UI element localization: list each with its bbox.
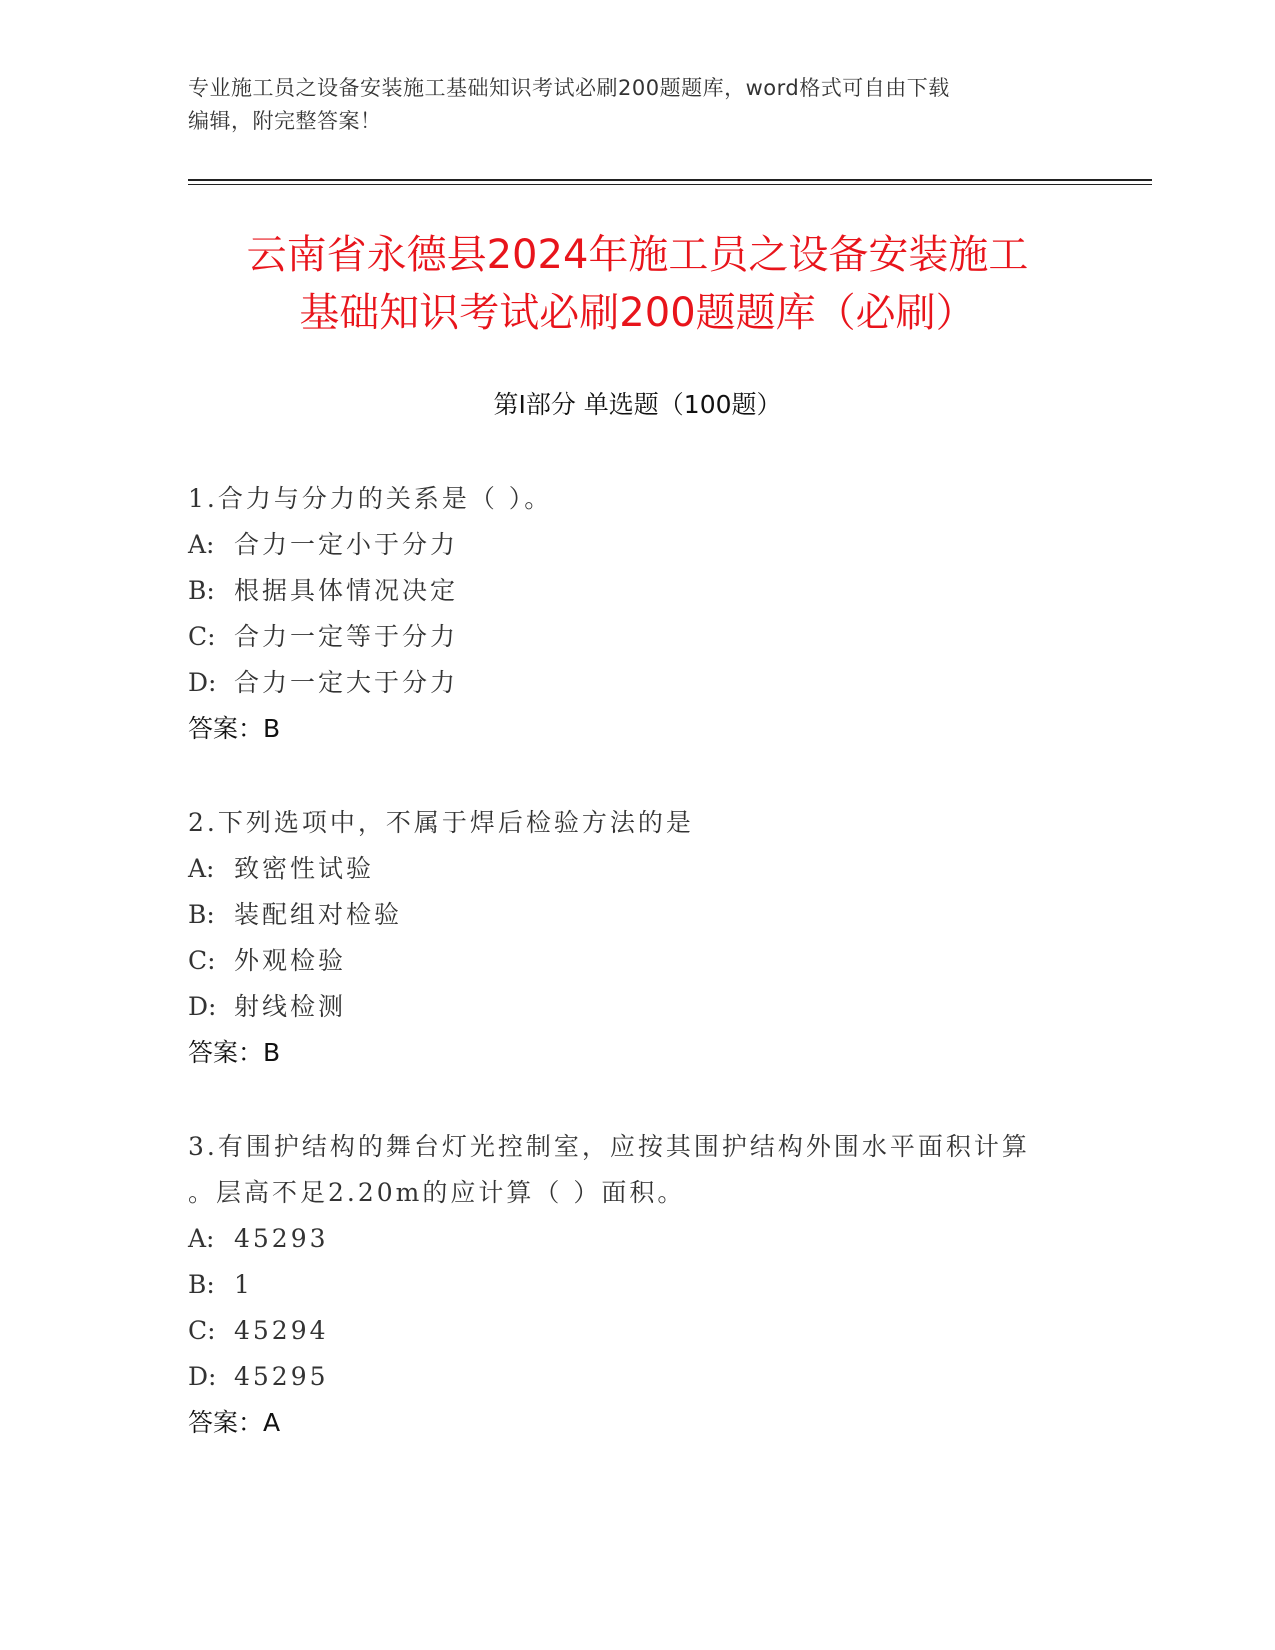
option-c	[188, 1308, 1088, 1354]
question-3	[188, 1124, 1088, 1446]
option-a	[188, 522, 1088, 568]
option-c	[188, 614, 1088, 660]
option-d	[188, 984, 1088, 1030]
option-text: 射线检测	[234, 992, 347, 1021]
option-text: 装配组对检验	[234, 900, 403, 929]
option-letter: D:	[188, 1362, 217, 1391]
option-d	[188, 660, 1088, 706]
option-text: 合力一定大于分力	[234, 668, 459, 697]
option-letter: A:	[188, 1224, 215, 1253]
option-text: 合力一定等于分力	[234, 622, 459, 651]
option-b	[188, 892, 1088, 938]
option-letter: C:	[188, 1316, 216, 1345]
option-letter: B:	[188, 900, 215, 929]
question-stem: 3.有围护结构的舞台灯光控制室，应按其围护结构外围水平面积计算	[188, 1132, 1030, 1161]
option-text: 根据具体情况决定	[234, 576, 459, 605]
option-text: 致密性试验	[234, 854, 375, 883]
document-title-line-2: 基础知识考试必刷200题题库（必刷）	[299, 290, 976, 336]
option-b	[188, 568, 1088, 614]
option-letter: C:	[188, 622, 216, 651]
option-letter: D:	[188, 668, 217, 697]
answer: 答案：B	[188, 1038, 281, 1067]
question-1	[188, 476, 1088, 752]
question-2	[188, 800, 1088, 1076]
header-note-line-2: 编辑，附完整答案！	[188, 109, 382, 133]
option-b	[188, 1262, 1088, 1308]
option-text: 45293	[234, 1224, 329, 1253]
header-note	[188, 72, 1068, 138]
option-a	[188, 846, 1088, 892]
option-d	[188, 1354, 1088, 1400]
option-letter: B:	[188, 576, 215, 605]
header-rule-thin	[188, 184, 1152, 185]
answer: 答案：B	[188, 714, 281, 743]
option-c	[188, 938, 1088, 984]
option-letter: A:	[188, 530, 215, 559]
section-title: 第Ⅰ部分 单选题（100题）	[493, 390, 782, 419]
header-rule-thick	[188, 179, 1152, 181]
option-text: 45295	[234, 1362, 329, 1391]
option-letter: B:	[188, 1270, 215, 1299]
option-letter: A:	[188, 854, 215, 883]
question-list	[188, 476, 1088, 1494]
option-text: 1	[234, 1270, 253, 1299]
question-stem: 1.合力与分力的关系是（ ）。	[188, 484, 553, 513]
document-title	[150, 226, 1125, 342]
option-text: 45294	[234, 1316, 329, 1345]
option-letter: C:	[188, 946, 216, 975]
option-a	[188, 1216, 1088, 1262]
answer: 答案：A	[188, 1408, 281, 1437]
question-stem: 2.下列选项中，不属于焊后检验方法的是	[188, 808, 694, 837]
header-note-line-1: 专业施工员之设备安装施工基础知识考试必刷200题题库，word格式可自由下载	[188, 76, 950, 100]
option-text: 合力一定小于分力	[234, 530, 459, 559]
document-title-line-1: 云南省永德县2024年施工员之设备安装施工	[246, 232, 1029, 278]
option-text: 外观检验	[234, 946, 347, 975]
option-letter: D:	[188, 992, 217, 1021]
question-stem-continued: 。层高不足2.20m的应计算（ ）面积。	[188, 1178, 686, 1207]
